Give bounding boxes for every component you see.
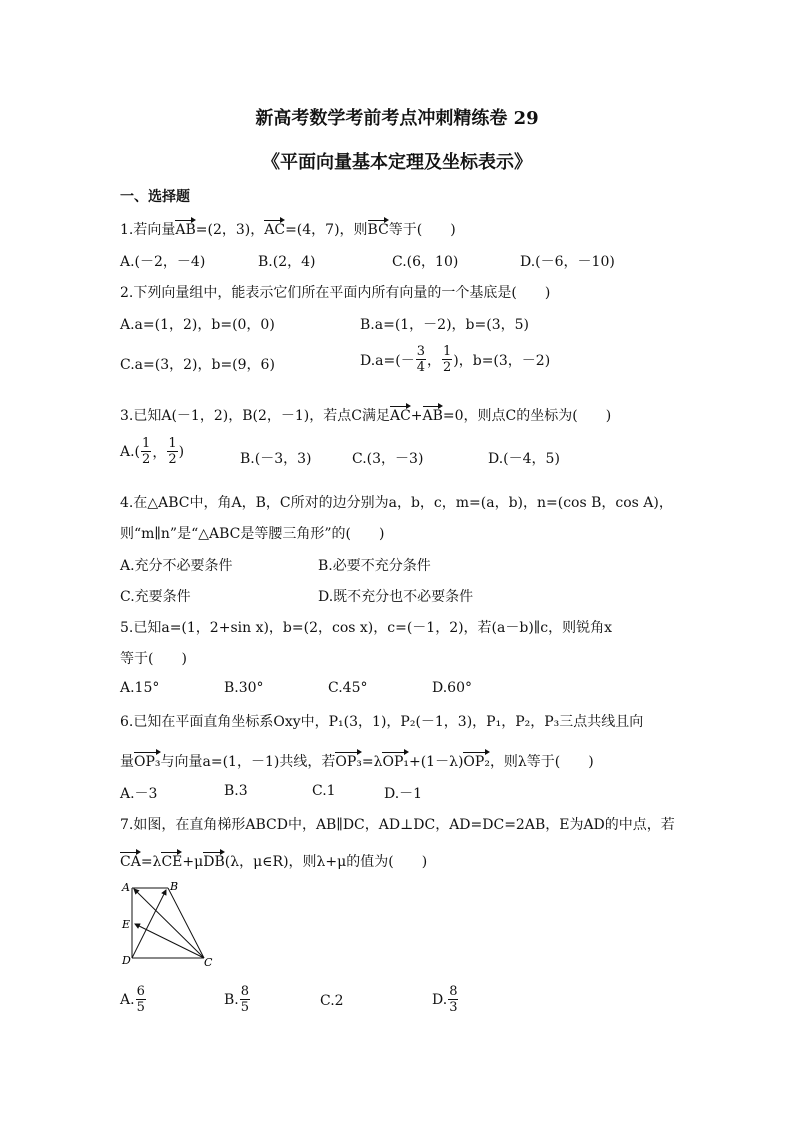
vector-ac: AC [264, 222, 286, 238]
fraction: $\frac{1}{2}$ [142, 436, 151, 467]
vector-op1: OP₁ [382, 754, 409, 770]
q3-option-c: C.(3，－3) [352, 451, 424, 467]
trapezoid-figure [118, 878, 218, 970]
question-2: 2.下列向量组中，能表示它们所在平面内所有向量的一个基底是( ) [120, 285, 551, 301]
q5-option-c: C.45° [328, 680, 368, 696]
question-6-line-2: 量OP₃与向量a=(1，－1)共线，若OP₃=λOP₁+(1－λ)OP₂，则λ等于( ) [120, 754, 594, 770]
question-5-line-1: 5.已知a=(1，2+sin x)，b=(2，cos x)，c=(－1，2)，若(a－b)∥c，则锐角x [120, 620, 612, 636]
q1-option-c: C.(6，10) [392, 254, 459, 270]
q5-option-d: D.60° [432, 680, 472, 696]
q4-option-d: D.既不充分也不必要条件 [318, 589, 474, 605]
label-e: E [122, 918, 131, 931]
label-b: B [170, 880, 179, 893]
vector-db-line [132, 890, 166, 958]
q1-option-d: D.(－6，－10) [520, 254, 615, 270]
q4-option-a: A.充分不必要条件 [120, 558, 233, 574]
q6-option-a: A.－3 [120, 786, 158, 802]
page-title: 新高考数学考前考点冲刺精练卷 29 [255, 108, 539, 129]
vector-ca: CA [120, 854, 141, 870]
q5-option-b: B.30° [224, 680, 264, 696]
label-a: A [122, 881, 130, 894]
fraction: $\frac{1}{2}$ [443, 344, 452, 375]
question-4-line-2: 则“m∥n”是“△ABC是等腰三角形”的( ) [120, 526, 385, 542]
section-heading: 一、选择题 [120, 189, 190, 205]
fraction: $\frac{8}{3}$ [449, 984, 458, 1015]
q2-option-d: D.a=(－ $\frac{3}{4}$ ， $\frac{1}{2}$ )，b=(3，－2) [360, 344, 551, 375]
q1-option-b: B.(2，4) [258, 254, 316, 270]
fraction: $\frac{6}{5}$ [136, 984, 145, 1015]
vector-ab: AB [422, 408, 443, 424]
vector-ca-line [134, 889, 204, 958]
q5-option-a: A.15° [120, 680, 160, 696]
question-6-line-1: 6.已知在平面直角坐标系Oxy中，P₁(3，1)，P₂(－1，3)，P₁，P₂，P₃三点共线且向 [120, 714, 644, 730]
q6-option-c: C.1 [312, 783, 336, 799]
fraction: $\frac{1}{2}$ [168, 436, 177, 467]
q2-option-b: B.a=(1，－2)，b=(3，5) [360, 317, 529, 333]
vector-ac: AC [389, 408, 411, 424]
vector-op3: OP₃ [335, 754, 362, 770]
side-bc [168, 888, 204, 958]
question-5-line-2: 等于( ) [120, 651, 187, 667]
vector-op2: OP₂ [463, 754, 490, 770]
fraction: $\frac{8}{5}$ [240, 984, 250, 1015]
q2-option-c: C.a=(3，2)，b=(9，6) [120, 357, 275, 373]
label-c: C [204, 956, 213, 969]
page-subtitle: 《平面向量基本定理及坐标表示》 [262, 152, 532, 173]
q6-option-b: B.3 [224, 783, 248, 799]
question-7-line-2: CA=λCE+μDB(λ，μ∈R)，则λ+μ的值为( ) [120, 854, 428, 870]
vector-ce: CE [161, 854, 183, 870]
q7-option-a: A. $\frac{6}{5}$ [120, 984, 145, 1015]
vector-db: DB [203, 854, 225, 870]
q6-option-d: D.－1 [384, 786, 423, 802]
q4-option-b: B.必要不充分条件 [318, 558, 431, 574]
q2-option-a: A.a=(1，2)，b=(0，0) [120, 317, 275, 333]
q3-option-a: A.( $\frac{1}{2}$ ， $\frac{1}{2}$ ) [120, 436, 185, 467]
vector-ce-line [135, 924, 204, 958]
question-1: 1.若向量AB=(2，3)，AC=(4，7)，则BC等于( ) [120, 222, 456, 238]
q4-option-c: C.充要条件 [120, 589, 191, 605]
question-3: 3.已知A(－1，2)，B(2，－1)，若点C满足AC+AB=0，则点C的坐标为( ) [120, 408, 612, 424]
question-4-line-1: 4.在△ABC中，角A，B，C所对的边分别为a，b，c，m=(a，b)，n=(cos B，cos A)， [120, 495, 673, 511]
vector-op3: OP₃ [134, 754, 161, 770]
vector-bc: BC [367, 222, 389, 238]
q7-option-b: B. $\frac{8}{5}$ [224, 984, 250, 1015]
q3-option-b: B.(－3，3) [240, 451, 312, 467]
question-7-line-1: 7.如图，在直角梯形ABCD中，AB∥DC，AD⊥DC，AD=DC=2AB，E为AD的中点，若 [120, 817, 675, 833]
q3-option-d: D.(－4，5) [488, 451, 560, 467]
q7-option-c: C.2 [320, 993, 344, 1009]
q7-option-d: D. $\frac{8}{3}$ [432, 984, 458, 1015]
vector-ab: AB [175, 222, 196, 238]
fraction: $\frac{3}{4}$ [416, 344, 425, 375]
label-d: D [122, 954, 131, 967]
q1-option-a: A.(－2，－4) [120, 254, 206, 270]
